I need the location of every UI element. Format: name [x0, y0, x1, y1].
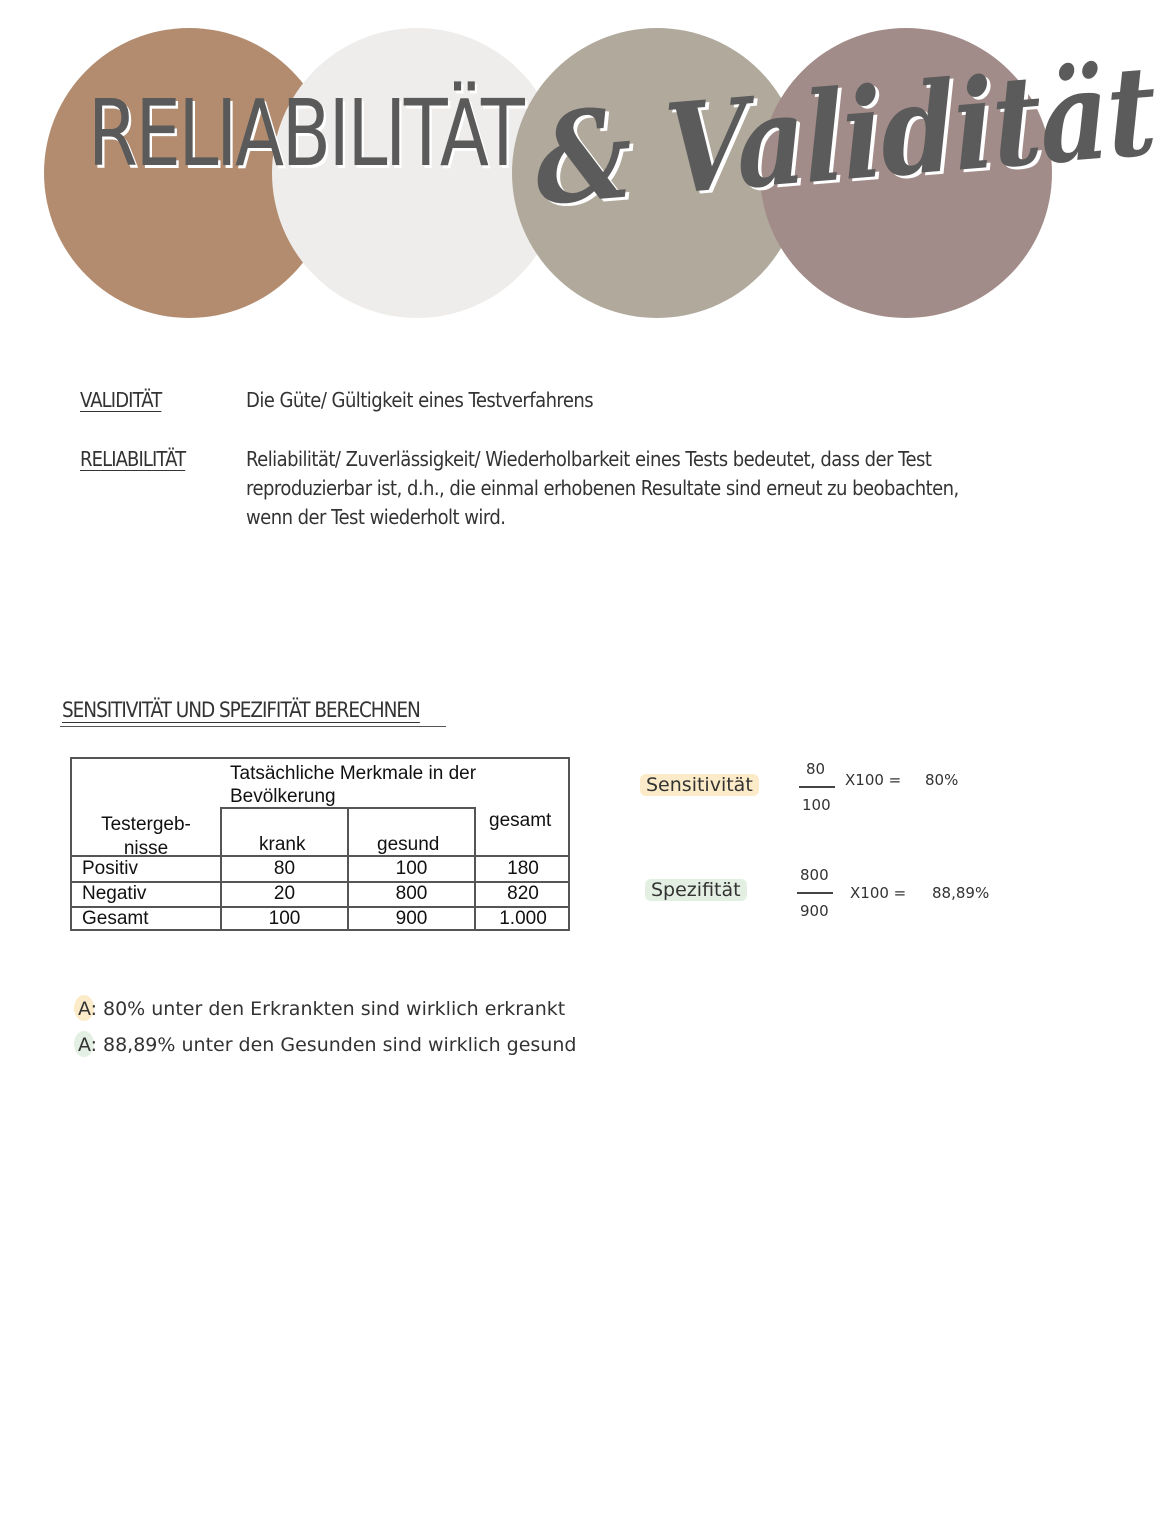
table-cell: 820	[507, 883, 539, 904]
fraction-line	[799, 786, 835, 788]
title-reliabilitaet: RELIABILITÄT	[88, 80, 523, 187]
spez-numerator: 800	[800, 866, 829, 884]
section-underline	[60, 726, 446, 727]
table-row-label: Positiv	[82, 858, 138, 879]
table-cell: 180	[507, 858, 539, 879]
table-col-gesamt: gesamt	[489, 810, 552, 831]
table-row-label: Gesamt	[82, 908, 149, 929]
table-cell: 100	[268, 908, 301, 929]
table-cell: 20	[273, 883, 296, 904]
title-validitaet: & Validität	[531, 38, 1159, 234]
table-header-top: Tatsächliche Merkmale in der Bevölkerung	[230, 763, 477, 807]
table-row-label: Negativ	[82, 883, 147, 904]
answer-marker: A:	[78, 998, 98, 1020]
definition-reliabilitaet: Reliabilität/ Zuverlässigkeit/ Wiederholbarkeit eines Tests bedeutet, dass der Test reproduzierbar ist, d.h., die einmal erhobenen Resultate sind erneut zu beobachten, wenn der Test wiederholt wird.	[246, 447, 959, 529]
term-reliabilitaet: RELIABILITÄT	[80, 447, 186, 471]
contingency-table	[70, 757, 570, 931]
label-spezifitaet: Spezifität	[645, 879, 747, 901]
answer-spezifitaet: 88,89% unter den Gesunden sind wirklich gesund	[103, 1034, 577, 1056]
answer-marker: A:	[78, 1034, 98, 1056]
table-cell: 900	[395, 908, 428, 929]
spez-multiplier: X100 =	[850, 884, 907, 902]
definition-validitaet: Die Güte/ Gültigkeit eines Testverfahrens	[246, 388, 594, 412]
table-cell: 80	[273, 858, 296, 879]
spez-denominator: 900	[800, 902, 829, 920]
section-title: SENSITIVITÄT UND SPEZIFITÄT BERECHNEN	[62, 698, 420, 722]
table-cell: 1.000	[499, 908, 547, 929]
fraction-line	[797, 892, 833, 894]
sens-result: 80%	[925, 771, 959, 789]
spez-result: 88,89%	[932, 884, 990, 902]
table-col-krank: krank	[259, 834, 306, 855]
sens-denominator: 100	[802, 796, 831, 814]
sens-numerator: 80	[806, 760, 826, 778]
table-cell: 800	[395, 883, 428, 904]
table-col-gesund: gesund	[377, 834, 440, 855]
table-cell: 100	[395, 858, 428, 879]
label-sensitivitaet: Sensitivität	[640, 774, 759, 796]
sens-multiplier: X100 =	[845, 771, 902, 789]
table-row-header: Testergeb- nisse	[101, 814, 191, 859]
answer-sensitivitaet: 80% unter den Erkrankten sind wirklich erkrankt	[103, 998, 566, 1020]
term-validitaet: VALIDITÄT	[80, 388, 162, 412]
